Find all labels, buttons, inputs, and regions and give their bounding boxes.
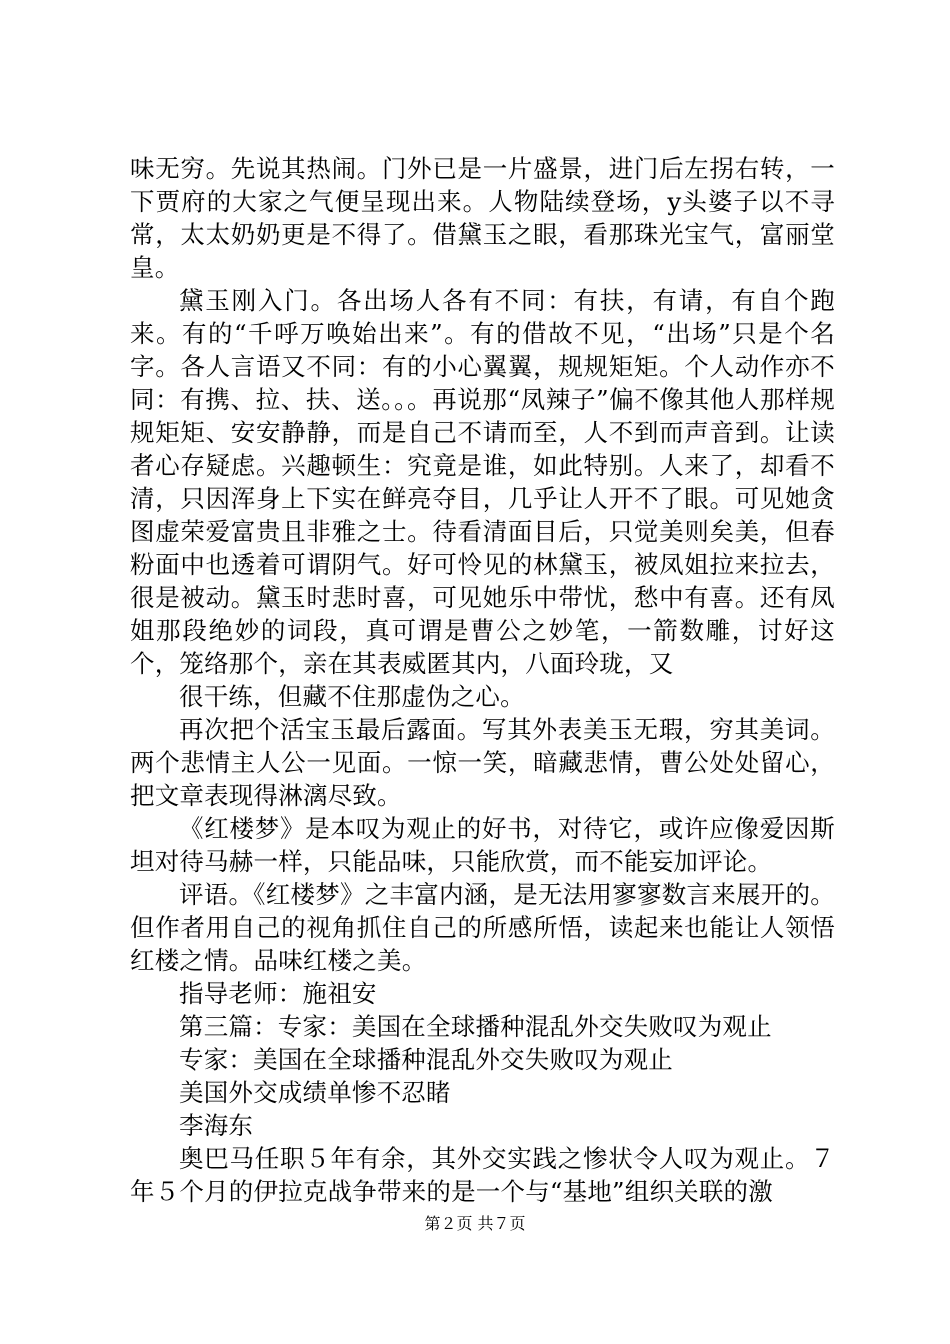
page-number-footer: 第２页 共７页 [424, 1214, 526, 1233]
paragraph-baoyu: 再次把个活宝玉最后露面。写其外表美玉无瑕，穷其美词。两个悲情主人公一见面。一惊一笑，暗藏悲情，曹公处处留心，把文章表现得淋漓尽致。 [130, 715, 835, 810]
paragraph-comment: 评语。《红楼梦》之丰富内涵，是无法用寥寥数言来展开的。但作者用自己的视角抓住自己的所感所悟，读起来也能让人领悟红楼之情。品味红楼之美。 [130, 880, 835, 975]
document-body [130, 152, 835, 1208]
paragraph-continuation: 味无穷。先说其热闹。门外已是一片盛景，进门后左拐右转，一下贾府的大家之气便呈现出来。人物陆续登场，y头婆子以不寻常，太太奶奶更是不得了。借黛玉之眼，看那珠光宝气，富丽堂皇。 [130, 154, 835, 282]
paragraph-daiyu-entrance: 黛玉刚入门。各出场人各有不同：有扶，有请，有自个跑来。有的“千呼万唤始出来”。有的借故不见，“出场”只是个名字。各人言语又不同：有的小心翼翼，规规矩矩。个人动作亦不同：有携、拉、扶、送。。。再说那“凤辣子”偏不像其他人那样规规矩矩、安安静静，而是自己不请而至，人不到而声音到。让读者心存疑虑。兴趣顿生：究竟是谁，如此特别。人来了，却看不清，只因浑身上下实在鲜亮夺目，几乎让人开不了眼。可见她贪图虚荣爱富贵且非雅之士。待看清面目后，只觉美则矣美，但春粉面中也透着可谓阴气。好可怜见的林黛玉，被凤姐拉来拉去，很是被动。黛玉时悲时喜，可见她乐中带忧，愁中有喜。还有凤姐那段绝妙的词段，真可谓是曹公之妙笔，一箭数雕，讨好这个，笼络那个，亲在其表威匿其内，八面玲珑，又 [130, 286, 835, 678]
article-author: 李海东 [179, 1111, 254, 1140]
article-title: 专家：美国在全球播种混乱外交失败叹为观止 [179, 1045, 673, 1074]
paragraph-capable: 很干练，但藏不住那虚伪之心。 [179, 682, 525, 711]
paragraph-teacher: 指导老师：施祖安 [179, 979, 377, 1008]
section-heading: 第三篇：专家：美国在全球播种混乱外交失败叹为观止 [179, 1012, 772, 1041]
paragraph-obama: 奥巴马任职５年有余，其外交实践之惨状令人叹为观止。７年５个月的伊拉克战争带来的是一个与“基地”组织关联的激 [130, 1144, 835, 1206]
article-subtitle: 美国外交成绩单惨不忍睹 [179, 1078, 451, 1107]
paragraph-hongloumeng: 《红楼梦》是本叹为观止的好书，对待它，或许应像爱因斯坦对待马赫一样，只能品味，只能欣赏，而不能妄加评论。 [130, 814, 835, 876]
